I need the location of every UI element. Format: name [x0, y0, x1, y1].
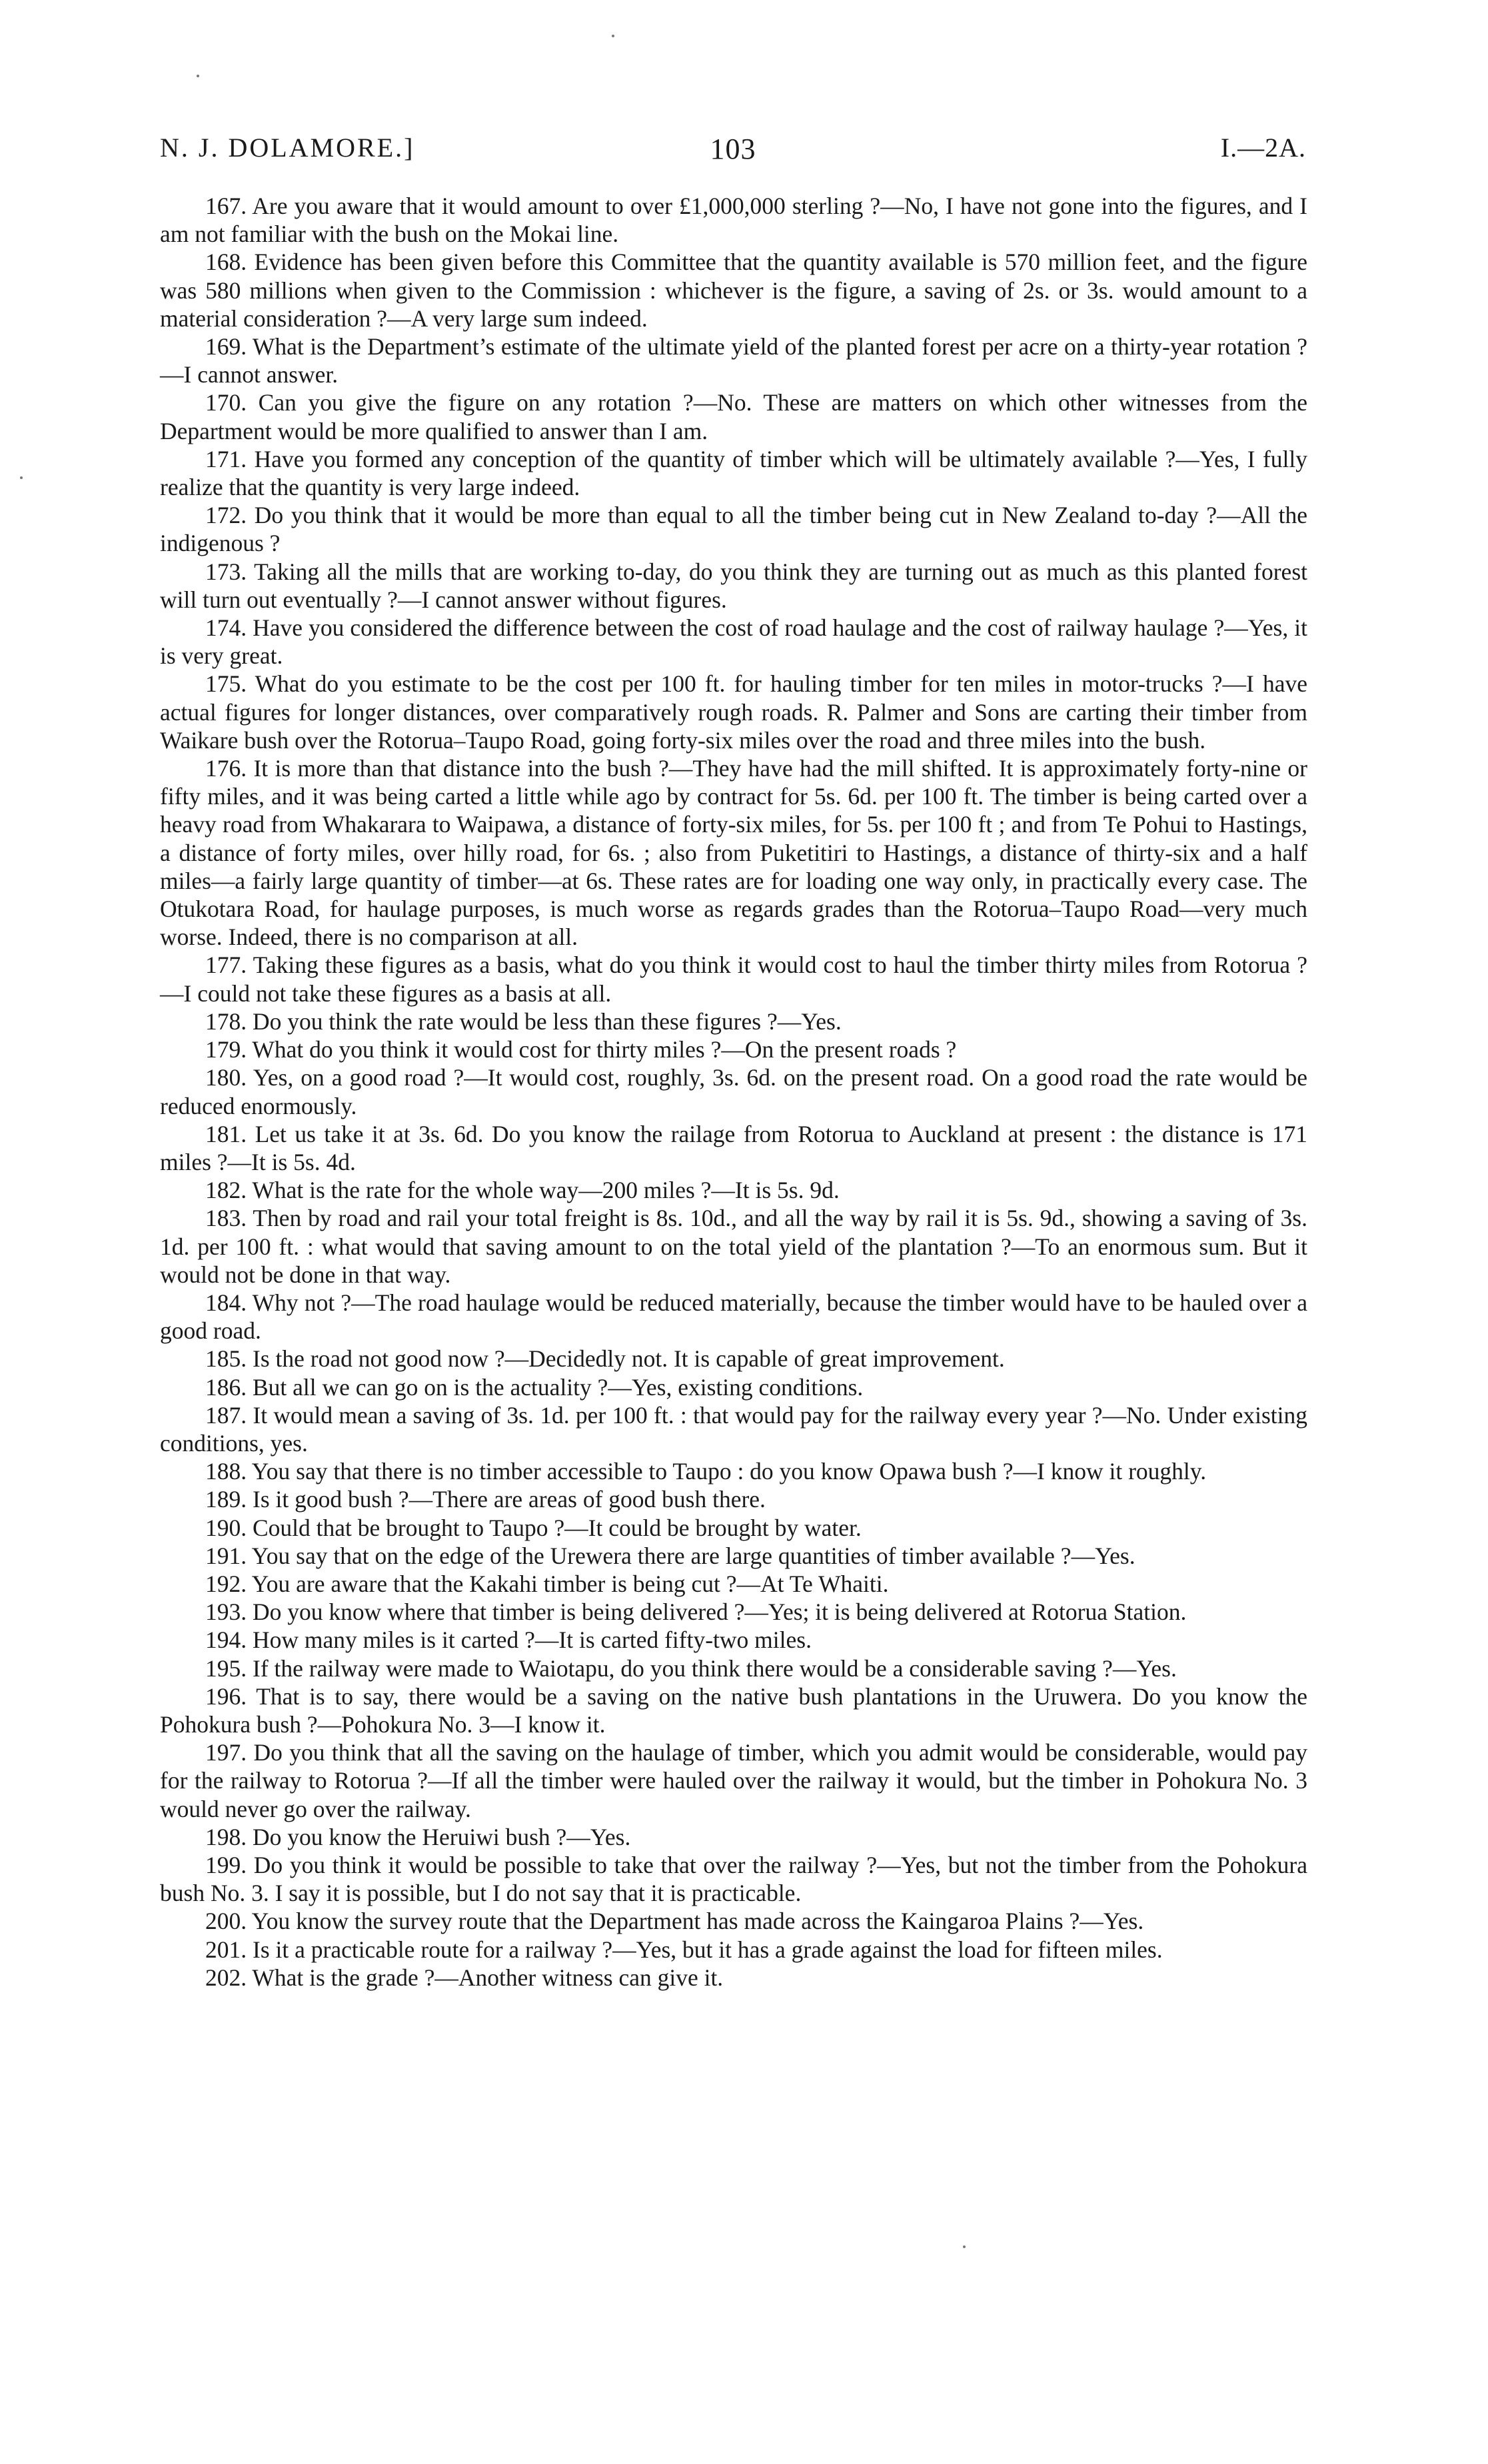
- witness-name: N. J. DOLAMORE.]: [160, 133, 415, 163]
- question-172: 172. Do you think that it would be more than equal to all the timber being cut in New Zealand to-day ?—All the indigenous ?: [160, 502, 1307, 557]
- question-180: 180. Yes, on a good road ?—It would cost, roughly, 3s. 6d. on the present road. On a good road the rate would be reduced enormously.: [160, 1064, 1307, 1119]
- question-194: 194. How many miles is it carted ?—It is carted fifty-two miles.: [205, 1626, 812, 1654]
- question-174: 174. Have you considered the difference between the cost of road haulage and the cost of railway haulage ?—Yes, it is very great.: [160, 614, 1307, 670]
- question-167: 167. Are you aware that it would amount to over £1,000,000 sterling ?—No, I have not gone into the figures, and I am not familiar with the bush on the Mokai line.: [160, 193, 1307, 248]
- question-168: 168. Evidence has been given before this Committee that the quantity available is 570 million feet, and the figure was 580 millions when given to the Commission : whichever is the figure, a saving of 2s. or 3s. would amount to a material consideration ?—A very large sum indeed.: [160, 249, 1307, 332]
- page-header: [160, 132, 1306, 172]
- question-186: 186. But all we can go on is the actuality ?—Yes, existing conditions.: [205, 1373, 864, 1401]
- question-201: 201. Is it a practicable route for a railway ?—Yes, but it has a grade against the load for fifteen miles.: [205, 1936, 1163, 1963]
- question-202: 202. What is the grade ?—Another witness can give it.: [205, 1964, 724, 1991]
- question-195: 195. If the railway were made to Waiotapu, do you think there would be a considerable saving ?—Yes.: [205, 1654, 1177, 1682]
- question-190: 190. Could that be brought to Taupo ?—It could be brought by water.: [205, 1514, 862, 1541]
- testimony-body: [160, 192, 1307, 1992]
- question-177: 177. Taking these figures as a basis, what do you think it would cost to haul the timber thirty miles from Rotorua ?—I could not take these figures as a basis at all.: [160, 951, 1307, 1007]
- question-169: 169. What is the Department’s estimate of the ultimate yield of the planted forest per acre on a thirty-year rotation ?—I cannot answer.: [160, 333, 1307, 388]
- question-188: 188. You say that there is no timber accessible to Taupo : do you know Opawa bush ?—I know it roughly.: [205, 1458, 1207, 1485]
- question-171: 171. Have you formed any conception of the quantity of timber which will be ultimately available ?—Yes, I fully realize that the quantity is very large indeed.: [160, 445, 1307, 501]
- document-reference: I.—2A.: [1220, 133, 1306, 163]
- question-193: 193. Do you know where that timber is being delivered ?—Yes; it is being delivered at Rotorua Station.: [205, 1598, 1187, 1626]
- question-178: 178. Do you think the rate would be less than these figures ?—Yes.: [205, 1007, 842, 1035]
- question-198: 198. Do you know the Heruiwi bush ?—Yes.: [205, 1823, 631, 1850]
- question-196: 196. That is to say, there would be a saving on the native bush plantations in the Uruwera. Do you know the Pohokura bush ?—Pohokura No. 3—I know it.: [160, 1682, 1307, 1738]
- scan-speck: [963, 2245, 966, 2248]
- scan-speck: [612, 35, 614, 37]
- scan-speck: [197, 75, 199, 77]
- question-173: 173. Taking all the mills that are working to-day, do you think they are turning out as much as this planted forest will turn out eventually ?—I cannot answer without figures.: [160, 558, 1307, 613]
- question-199: 199. Do you think it would be possible to take that over the railway ?—Yes, but not the timber from the Pohokura bush No. 3. I say it is possible, but I do not say that it is practicable.: [160, 1851, 1307, 1907]
- question-200: 200. You know the survey route that the Department has made across the Kaingaroa Plains ?—Yes.: [205, 1908, 1144, 1935]
- question-191: 191. You say that on the edge of the Urewera there are large quantities of timber available ?—Yes.: [205, 1542, 1135, 1569]
- question-183: 183. Then by road and rail your total freight is 8s. 10d., and all the way by rail it is 5s. 9d., showing a saving of 3s. 1d. per 100 ft. : what would that saving amount to on the total yield of the plantation ?—To an enormous sum. But it would not be done in that way.: [160, 1205, 1307, 1288]
- question-179: 179. What do you think it would cost for thirty miles ?—On the present roads ?: [205, 1036, 957, 1063]
- question-185: 185. Is the road not good now ?—Decidedly not. It is capable of great improvement.: [205, 1345, 1005, 1373]
- question-197: 197. Do you think that all the saving on the haulage of timber, which you admit would be considerable, would pay for the railway to Rotorua ?—If all the timber were hauled over the railway it would, but the timber in Pohokura No. 3 would never go over the railway.: [160, 1739, 1307, 1822]
- question-181: 181. Let us take it at 3s. 6d. Do you know the railage from Rotorua to Auckland at present : the distance is 171 miles ?—It is 5s. 4d.: [160, 1120, 1307, 1175]
- question-184: 184. Why not ?—The road haulage would be reduced materially, because the timber would have to be hauled over a good road.: [160, 1289, 1307, 1345]
- scan-speck: [20, 476, 23, 479]
- question-189: 189. Is it good bush ?—There are areas of good bush there.: [205, 1486, 766, 1513]
- question-175: 175. What do you estimate to be the cost per 100 ft. for hauling timber for ten miles in motor-trucks ?—I have actual figures for longer distances, over comparatively rough roads. R. Palmer and Sons are carting their timber from Waikare bush over the Rotorua–Taupo Road, going forty-six miles over the road and three miles into the bush.: [160, 670, 1307, 754]
- page-number: 103: [710, 133, 756, 165]
- question-182: 182. What is the rate for the whole way—200 miles ?—It is 5s. 9d.: [205, 1177, 840, 1204]
- question-176: 176. It is more than that distance into the bush ?—They have had the mill shifted. It is approximately forty-nine or fifty miles, and it was being carted a little while ago by contract for 5s. 6d. per 100 ft. The timber is being carted over a heavy road from Whakarara to Waipawa, a distance of forty-six miles, for 5s. per 100 ft ; and from Te Pohui to Hastings, a distance of forty miles, over hilly road, for 6s. ; also from Puketitiri to Hastings, a distance of thirty-six and a half miles—a fairly large quantity of timber—at 6s. These rates are for loading one way only, in practically every case. The Otukotara Road, for haulage purposes, is much worse as regards grades than the Rotorua–Taupo Road—very much worse. Indeed, there is no comparison at all.: [160, 755, 1307, 951]
- question-192: 192. You are aware that the Kakahi timber is being cut ?—At Te Whaiti.: [205, 1570, 889, 1597]
- question-187: 187. It would mean a saving of 3s. 1d. per 100 ft. : that would pay for the railway every year ?—No. Under existing conditions, yes.: [160, 1401, 1307, 1457]
- question-170: 170. Can you give the figure on any rotation ?—No. These are matters on which other witnesses from the Department would be more qualified to answer than I am.: [160, 389, 1307, 444]
